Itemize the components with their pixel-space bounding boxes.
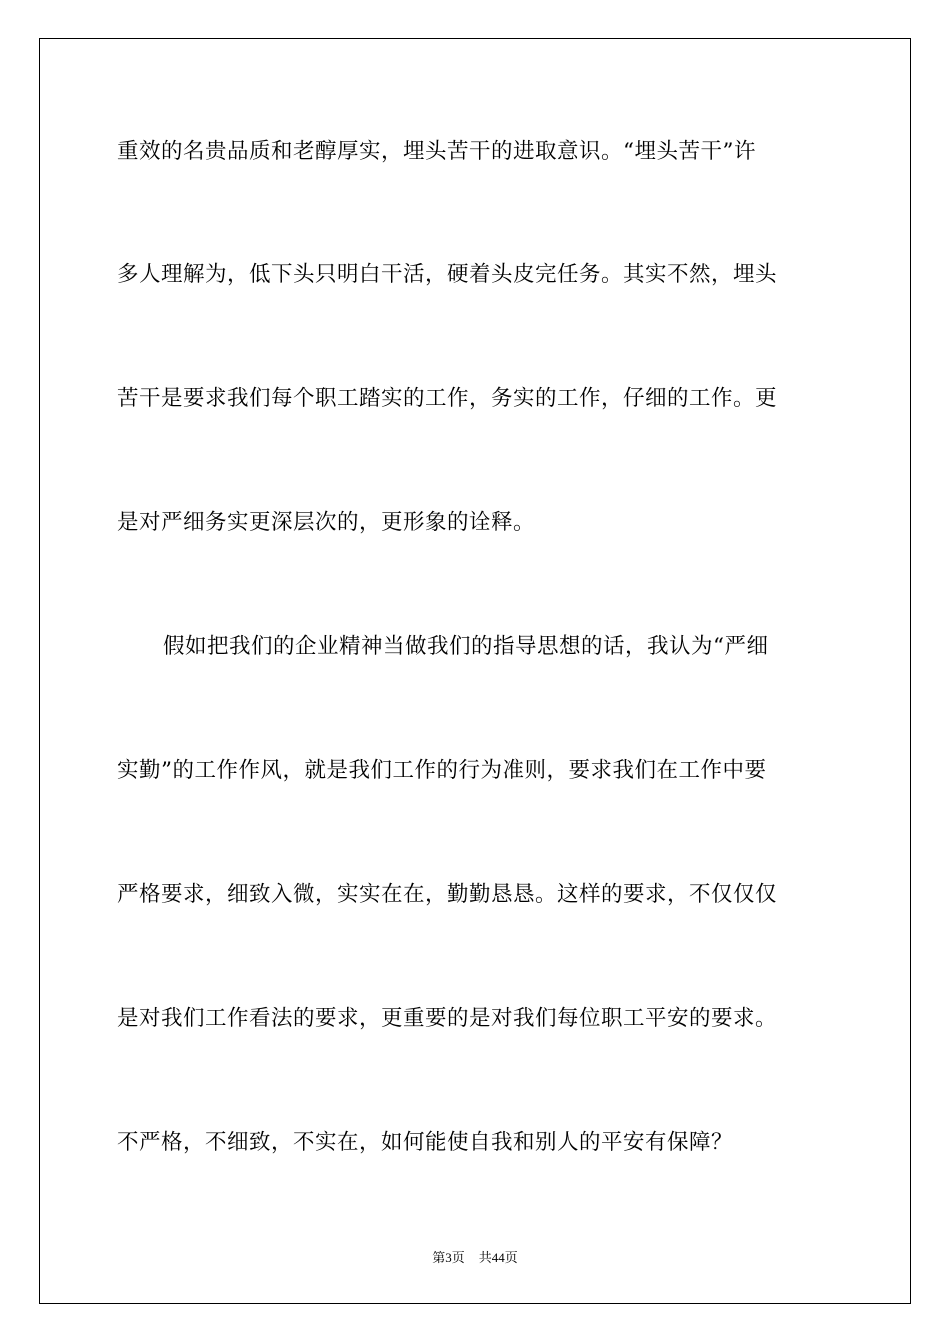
- text-line: 是对我们工作看法的要求，更重要的是对我们每位职工平安的要求。: [117, 1006, 778, 1031]
- text-line: 多人理解为，低下头只明白干活，硬着头皮完任务。其实不然，埋头: [117, 262, 778, 287]
- text-line: 实勤”的工作作风，就是我们工作的行为准则，要求我们在工作中要: [117, 758, 767, 783]
- page-footer: [0, 1247, 950, 1266]
- page-number: 第3页: [432, 1250, 465, 1265]
- text-line: 苦干是要求我们每个职工踏实的工作，务实的工作，仔细的工作。更: [117, 386, 778, 411]
- text-line: 不严格，不细致，不实在，如何能使自我和别人的平安有保障？: [117, 1130, 734, 1155]
- paragraph-first-line: 假如把我们的企业精神当做我们的指导思想的话，我认为“严细: [163, 634, 769, 659]
- page-border: [39, 38, 911, 1304]
- text-line: 严格要求，细致入微，实实在在，勤勤恳恳。这样的要求，不仅仅仅: [117, 882, 778, 907]
- text-line: 重效的名贵品质和老醇厚实，埋头苦干的进取意识。“埋头苦干”许: [117, 139, 756, 164]
- text-line: 是对严细务实更深层次的，更形象的诠释。: [117, 510, 536, 535]
- total-pages: 共44页: [478, 1250, 518, 1265]
